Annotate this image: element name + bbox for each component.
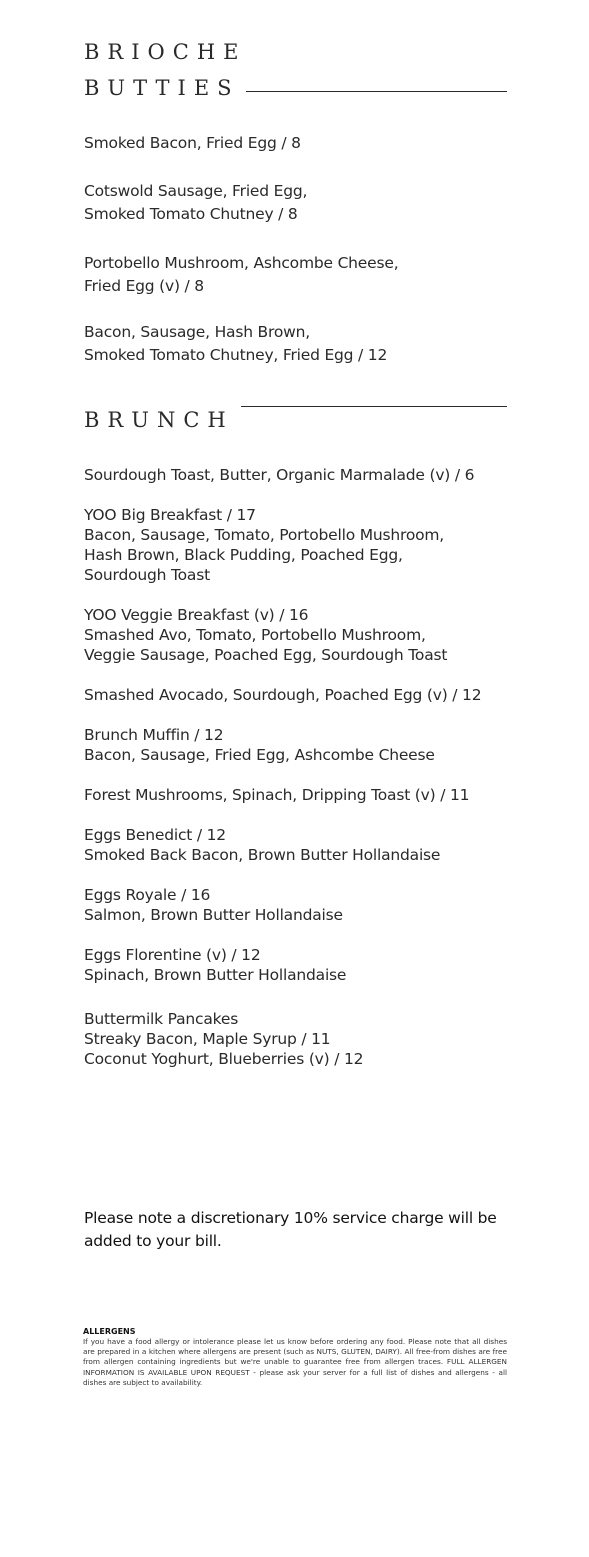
menu-item-name: Smashed Avocado, Sourdough, Poached Egg (v) / 12 <box>84 686 482 704</box>
menu-item <box>84 322 544 365</box>
menu-item-name: YOO Big Breakfast / 17 <box>84 506 256 524</box>
heading-rule-brunch <box>241 406 507 407</box>
menu-item-name: Eggs Royale / 16 <box>84 886 211 904</box>
menu-item-name: Sourdough Toast, Butter, Organic Marmalade (v) / 6 <box>84 466 475 484</box>
menu-item-description: Salmon, Brown Butter Hollandaise <box>84 906 343 924</box>
menu-item <box>84 605 544 665</box>
section-heading-brioche-line1: BRIOCHE <box>84 40 247 64</box>
section-heading-brunch: BRUNCH <box>84 408 234 432</box>
menu-item-name: Bacon, Sausage, Hash Brown, <box>84 323 310 341</box>
menu-item-name: Portobello Mushroom, Ashcombe Cheese, <box>84 254 399 272</box>
menu-item-description: Fried Egg (v) / 8 <box>84 277 204 295</box>
menu-item <box>84 945 544 985</box>
menu-item-description: Streaky Bacon, Maple Syrup / 11 <box>84 1030 331 1048</box>
menu-item-description: Bacon, Sausage, Fried Egg, Ashcombe Cheese <box>84 746 435 764</box>
menu-item-description: Smashed Avo, Tomato, Portobello Mushroom, <box>84 626 426 644</box>
menu-item-description: Smoked Tomato Chutney, Fried Egg / 12 <box>84 346 388 364</box>
menu-item <box>84 253 544 296</box>
menu-item <box>84 685 544 705</box>
menu-item <box>84 465 544 485</box>
menu-item <box>84 505 544 585</box>
menu-item <box>84 1009 544 1069</box>
menu-item-description: Veggie Sausage, Poached Egg, Sourdough Toast <box>84 646 448 664</box>
menu-item-description: Spinach, Brown Butter Hollandaise <box>84 966 347 984</box>
allergens-text: If you have a food allergy or intolerance please let us know before ordering any food. Please note that all dishes are prepared in a kitchen where allergens are present (such as NUTS, GLUTEN, DAIRY). All free-from dishes are free from allergen containing ingredients but we're unable to guarantee free from allergen traces. FULL ALLERGEN INFORMATION IS AVAILABLE UPON REQUEST - please ask your server for a full list of dishes and allergens - all dishes are subject to availability. <box>83 1337 507 1387</box>
menu-item <box>84 885 544 925</box>
menu-item-name: YOO Veggie Breakfast (v) / 16 <box>84 606 309 624</box>
allergens-title: ALLERGENS <box>83 1327 136 1336</box>
menu-item-name: Buttermilk Pancakes <box>84 1010 239 1028</box>
menu-item <box>84 725 544 765</box>
menu-item-description: Hash Brown, Black Pudding, Poached Egg, <box>84 546 403 564</box>
menu-item-description: Coconut Yoghurt, Blueberries (v) / 12 <box>84 1050 364 1068</box>
menu-item-name: Smoked Bacon, Fried Egg / 8 <box>84 134 301 152</box>
menu-item <box>84 181 544 224</box>
menu-item-name: Eggs Florentine (v) / 12 <box>84 946 261 964</box>
menu-item <box>84 785 544 805</box>
service-charge-note: Please note a discretionary 10% service charge will be added to your bill. <box>84 1209 497 1250</box>
section-heading-brioche-line2: BUTTIES <box>84 76 240 100</box>
menu-item-description: Smoked Back Bacon, Brown Butter Hollandaise <box>84 846 441 864</box>
menu-item-name: Forest Mushrooms, Spinach, Dripping Toast (v) / 11 <box>84 786 470 804</box>
menu-item-description: Smoked Tomato Chutney / 8 <box>84 205 298 223</box>
menu-item-description: Bacon, Sausage, Tomato, Portobello Mushroom, <box>84 526 445 544</box>
menu-item <box>84 133 544 153</box>
menu-item <box>84 825 544 865</box>
menu-item-description: Sourdough Toast <box>84 566 210 584</box>
menu-item-name: Cotswold Sausage, Fried Egg, <box>84 182 308 200</box>
heading-rule-brioche <box>246 91 507 92</box>
menu-item-name: Brunch Muffin / 12 <box>84 726 224 744</box>
menu-item-name: Eggs Benedict / 12 <box>84 826 226 844</box>
